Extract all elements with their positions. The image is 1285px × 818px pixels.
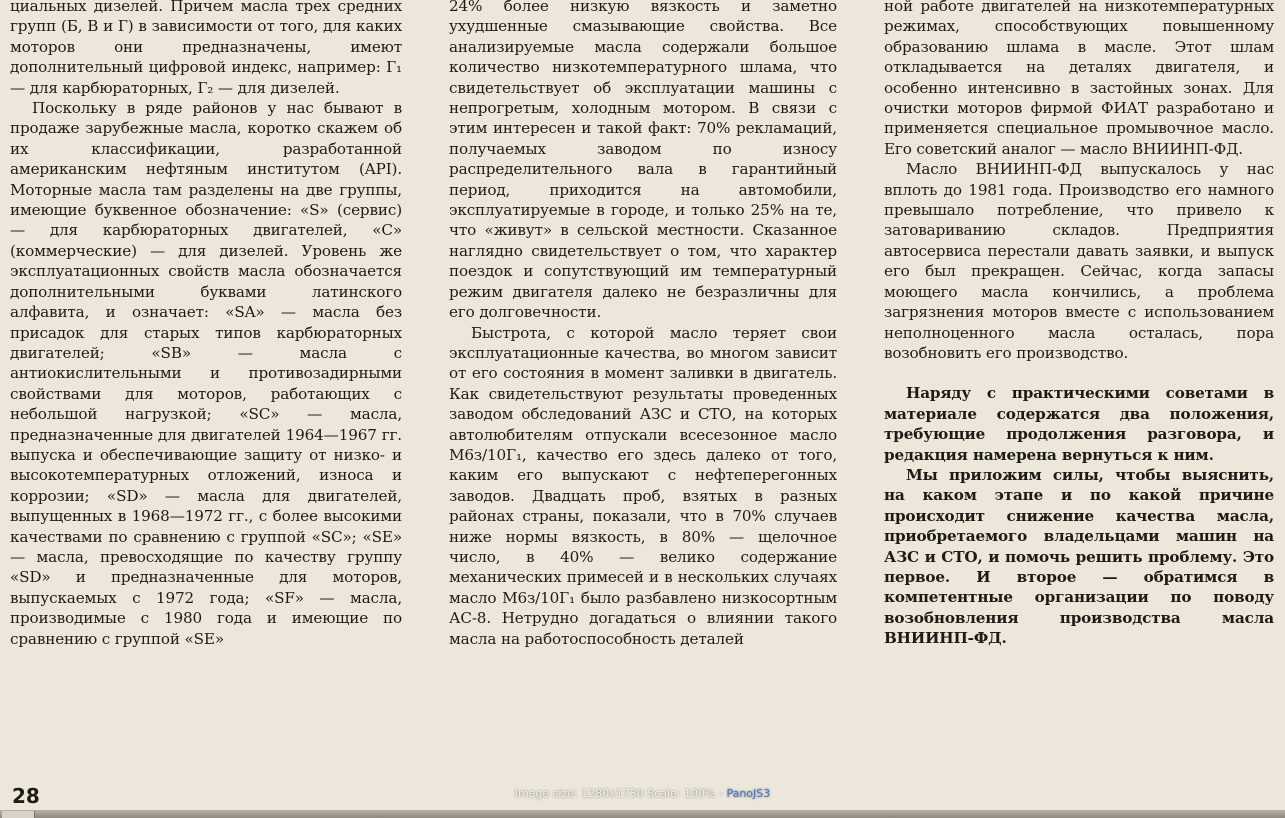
editorial-note-paragraph: Мы приложим силы, чтобы выяснить, на каком этапе и по какой причине происходит снижение качества масла, приобретаемого владельцами машин на АЗС и СТО, и помочь решить проблему. Это первое. И второе — обратимся в компетентные организации по поводу возобновления производства масла ВНИИНП-ФД. <box>884 465 1274 648</box>
editorial-note-paragraph: Наряду с практическими советами в материале содержатся два положения, требующие продолжения разговора, и редакция намерена вернуться к ним. <box>884 384 1274 464</box>
paragraph: Поскольку в ряде районов у нас бывают в продаже зарубежные масла, коротко скажем об их классификации, разработанной американским нефтяным институтом (API). Моторные масла там разделены на две группы, имеющие буквенное обозначение: «S» (сервис) — для карбюраторных двигателей, «C» (коммерческие) — для дизелей. Уровень же эксплуатационных свойств масла обозначается дополнительными буквами латинского алфавита, и означает: «SA» — масла без присадок для старых типов карбюраторных двигателей; «SB» — масла с антиокислительными и противозадирными свойствами для моторов, работающих с небольшой нагрузкой; «SC» — масла, предназначенные для двигателей 1964—1967 гг. выпуска и обеспечивающие защиту от низко- и высокотемпературных отложений, износа и коррозии; «SD» — масла для двигателей, выпущенных в 1968—1972 гг., с более высокими качествами по сравнению с группой «SC»; «SE» — масла, превосходящие по качеству группу «SD» и предназначенные для моторов, выпускаемых с 1972 года; «SF» — масла, производимые с 1980 года и имеющие по сравнению с группой «SE» <box>10 99 402 648</box>
text-column-3 <box>884 0 1274 649</box>
viewer-brand-link[interactable]: PanoJS3 <box>726 787 771 800</box>
paragraph: Быстрота, с которой масло теряет свои эксплуатационные качества, во многом зависит от его состояния в момент заливки в двигатель. Как свидетельствуют результаты проведенных заводом обследований АЗС и СТО, на которых автолюбителям отпускали всесезонное масло М6з/10Г₁, качество его здесь далеко от того, каким его выпускают с нефтеперегонных заводов. Двадцать проб, взятых в разных районах страны, показали, что в 70% случаев ниже нормы вязкость, в 80% — щелочное число, в 40% — велико содержание механических примесей и в нескольких случаях масло М6з/10Г₁ было разбавлено низкосортным АС-8. Нетрудно догадаться о влиянии такого масла на работоспособность деталей <box>449 323 837 648</box>
paragraph: ной работе двигателей на низкотемпературных режимах, способствующих повышенному образованию шлама в масле. Этот шлам откладывается на деталях двигателя, и особенно интенсивно в застойных зонах. Для очистки моторов фирмой ФИАТ разработано и применяется специальное промывочное масло. Его советский аналог — масло ВНИИНП-ФД. <box>884 0 1274 158</box>
page-number: 28 <box>12 784 40 808</box>
viewer-tab[interactable] <box>2 811 35 818</box>
viewer-status-overlay <box>0 787 1285 800</box>
paragraph: 24% более низкую вязкость и заметно ухудшенные смазывающие свойства. Все анализируемые масла содержали большое количество низкотемпературного шлама, что свидетельствует об эксплуатации машины с непрогретым, холодным мотором. В связи с этим интересен и такой факт: 70% рекламаций, получаемых заводом по износу распределительного вала в гарантийный период, приходится на автомобили, эксплуатируемые в городе, и только 25% на те, что «живут» в сельской местности. Сказанное наглядно свидетельствует о том, что характер поездок и сопутствующий им температурный режим двигателя далеко не безразличны для его долговечности. <box>449 0 837 322</box>
text-column-1 <box>10 0 402 649</box>
editorial-note <box>884 383 1274 648</box>
paragraph: циальных дизелей. Причем масла трех средних групп (Б, В и Г) в зависимости от того, для каких моторов они предназначены, имеют дополнительный цифровой индекс, например: Г₁ — для карбюраторных, Г₂ — для дизелей. <box>10 0 402 97</box>
text-column-2 <box>449 0 837 649</box>
viewer-bottom-bar <box>0 810 1285 818</box>
paragraph: Масло ВНИИНП-ФД выпускалось у нас вплоть до 1981 года. Производство его намного превышало потребление, что привело к затовариванию складов. Предприятия автосервиса перестали давать заявки, и выпуск его был прекращен. Сейчас, когда запасы моющего масла кончились, а проблема загрязнения моторов вместе с использованием неполноценного масла осталась, пора возобновить его производство. <box>884 160 1274 362</box>
image-size-scale-text: Image size: 1280x1730 Scale: 100% - <box>514 787 727 800</box>
